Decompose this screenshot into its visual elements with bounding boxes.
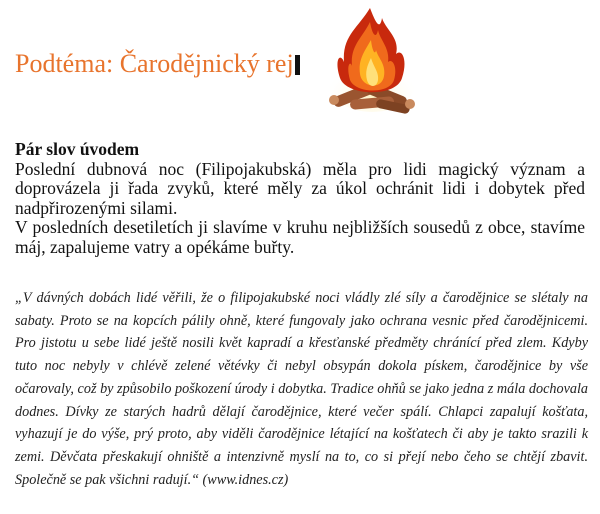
subtopic-title-text: Podtéma: Čarodějnický rej: [15, 49, 294, 78]
log-end: [329, 95, 339, 105]
intro-paragraph: V posledních desetiletích ji slavíme v kruhu nejbližších sousedů z obce, stavíme máj, zapalujeme vatry a opékáme buřty.: [15, 217, 585, 257]
campfire-svg: [320, 0, 420, 120]
quote-paragraph: „V dávných dobách lidé věřili, že o filipojakubské noci vládly zlé síly a čarodějnice se slétaly na sabaty. Proto se na kopcích pálily ohně, které fungovaly jako ochrana vesnic před čarodějnicemi. Pro jistotu u sebe lidé ještě nosili květ kapradí a křesťanské předměty chránící před zlem. Kdyby tuto noc nebyly v chlévě zelené větévky či nebyl obsypán dokola pískem, čarodějnice by vše očarovaly, což by způsobilo poškození úrody i dobytka. Tradice ohňů se jako jedna z mála dochovala dodnes. Dívky ze starých hadrů dělají čarodějnice, které večer spálí. Chlapci zapalují košťata, vyhazují je do výše, prý proto, aby viděli čarodějnice létající na košťatech či aby je takto srazili k zemi. Děvčata přeskakují ohniště a intenzivně myslí na to, co si přejí nebo čeho se chtějí zbavit. Společně se pak všichni radují.“ (www.idnes.cz): [15, 290, 588, 488]
campfire-icon: [320, 0, 420, 120]
intro-section: [15, 140, 585, 257]
subtopic-title: [15, 51, 300, 77]
intro-heading: Pár slov úvodem: [15, 139, 140, 159]
text-cursor: [295, 55, 300, 75]
log-end: [405, 99, 415, 109]
intro-paragraph: Poslední dubnová noc (Filipojakubská) měla pro lidi magický význam a doprovázela ji řada zvyků, které měly za úkol ochránit lidi i dobytek před nadpřirozenými silami.: [15, 158, 585, 218]
